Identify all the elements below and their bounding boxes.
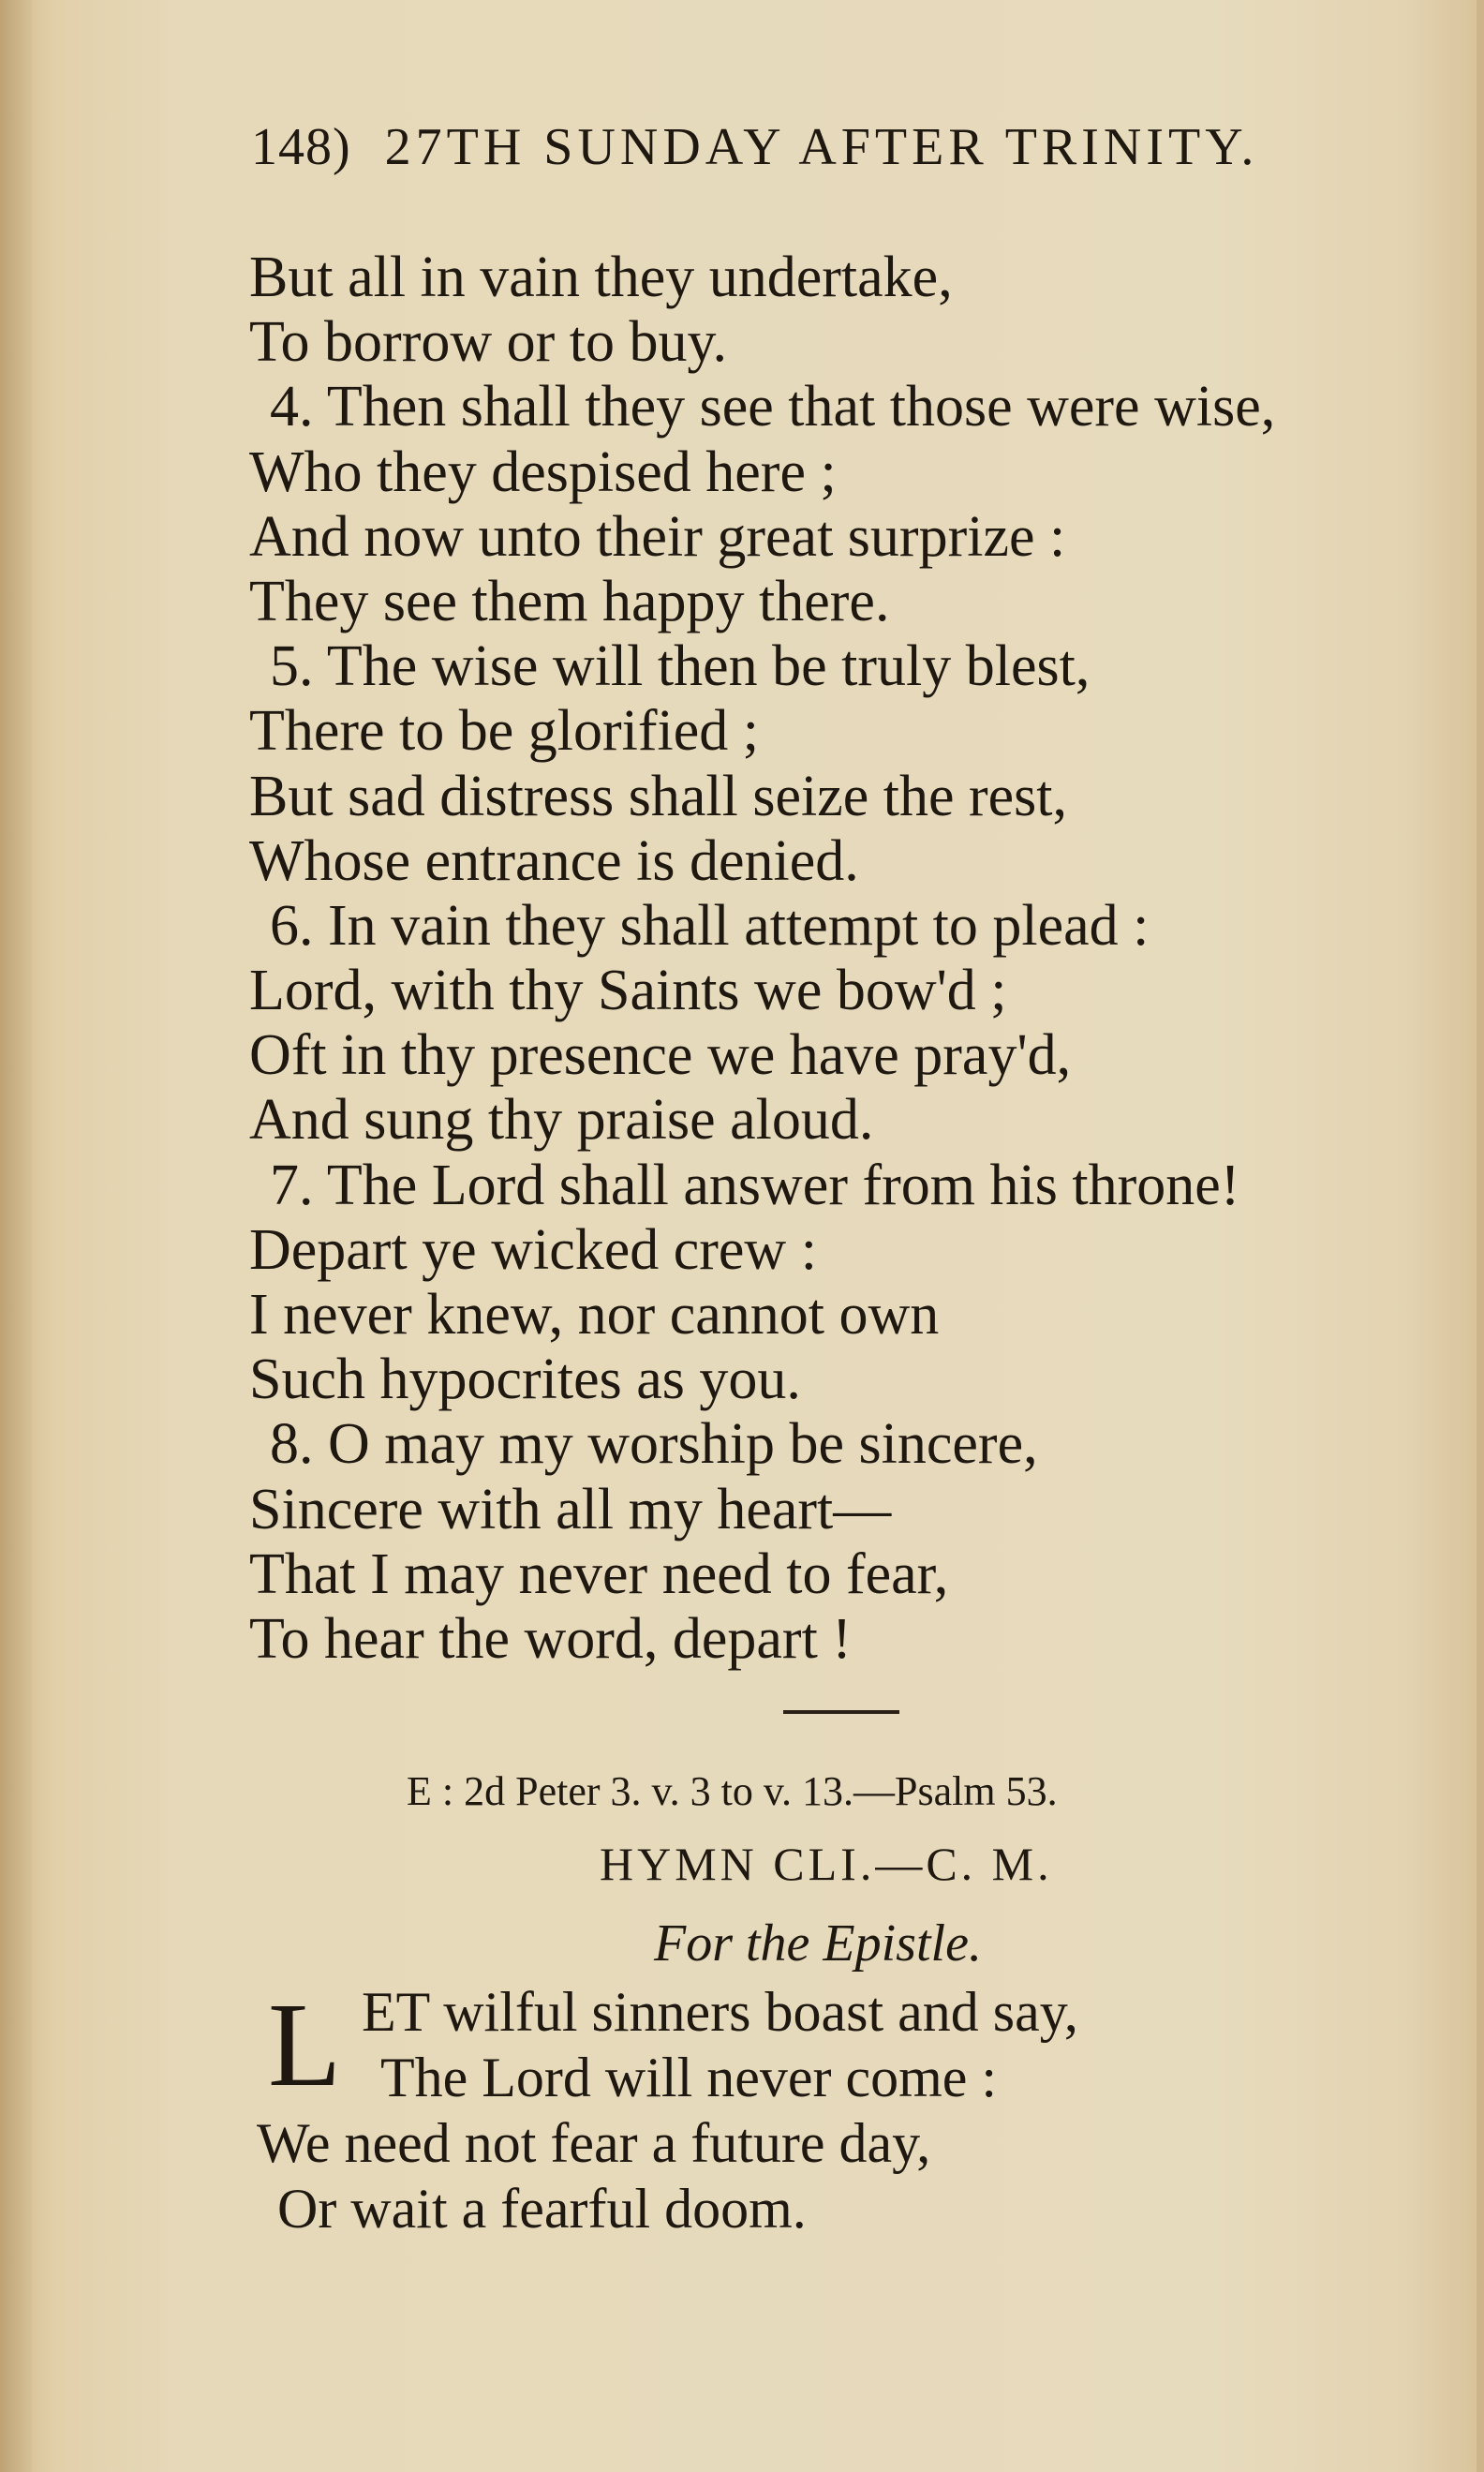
hymn-title: HYMN CLI.—C. M. <box>600 1838 1053 1890</box>
page-edge <box>1477 0 1484 2472</box>
verse-line: There to be glorified ; <box>249 699 760 764</box>
verse-line: 5. The wise will then be truly blest, <box>270 634 1091 699</box>
verse-line: That I may never need to fear, <box>249 1541 949 1606</box>
verse-line: To hear the word, depart ! <box>249 1606 852 1671</box>
verse-line: 6. In vain they shall attempt to plead : <box>270 893 1150 958</box>
verse-line: Such hypocrites as you. <box>249 1348 801 1412</box>
page-gutter <box>0 0 32 2472</box>
verse-line: Who they despised here ; <box>249 439 837 504</box>
lesson-reference: E : 2d Peter 3. v. 3 to v. 13.—Psalm 53. <box>407 1768 1058 1814</box>
hymn-line: The Lord will never come : <box>380 2047 998 2108</box>
verse-line: 4. Then shall they see that those were wise, <box>270 375 1276 439</box>
section-divider <box>783 1710 899 1714</box>
verse-line: And sung thy praise aloud. <box>249 1088 874 1153</box>
verse-line: Oft in thy presence we have pray'd, <box>249 1023 1072 1088</box>
verse-line: Depart ye wicked crew : <box>249 1217 817 1282</box>
drop-cap: L <box>268 1978 342 2111</box>
verse-line: Sincere with all my heart— <box>249 1477 892 1541</box>
verse-line: They see them happy there. <box>249 569 890 633</box>
hymn-line: ET wilful sinners boast and say, <box>362 1981 1078 2043</box>
verse-line: But sad distress shall seize the rest, <box>249 764 1067 828</box>
verse-line: Lord, with thy Saints we bow'd ; <box>249 959 1007 1023</box>
page-number: 148) <box>251 118 351 176</box>
hymn-line: We need not fear a future day, <box>257 2112 931 2174</box>
verse-line: To borrow or to buy. <box>249 310 727 375</box>
header-title: 27TH SUNDAY AFTER TRINITY. <box>384 118 1259 176</box>
verse-line: I never knew, nor cannot own <box>249 1283 940 1347</box>
running-header <box>251 117 1413 183</box>
verse-line: But all in vain they undertake, <box>249 246 953 309</box>
verse-block <box>249 246 1467 1672</box>
verse-line: And now unto their great surprize : <box>249 504 1066 569</box>
verse-line: Whose entrance is denied. <box>249 828 859 893</box>
hymn-line: Or wait a fearful doom. <box>277 2178 807 2240</box>
hymn-occasion: For the Epistle. <box>654 1914 982 1973</box>
verse-line: 7. The Lord shall answer from his throne! <box>270 1153 1240 1217</box>
verse-line: 8. O may my worship be sincere, <box>270 1412 1038 1477</box>
hymn-text <box>249 1979 1467 2241</box>
